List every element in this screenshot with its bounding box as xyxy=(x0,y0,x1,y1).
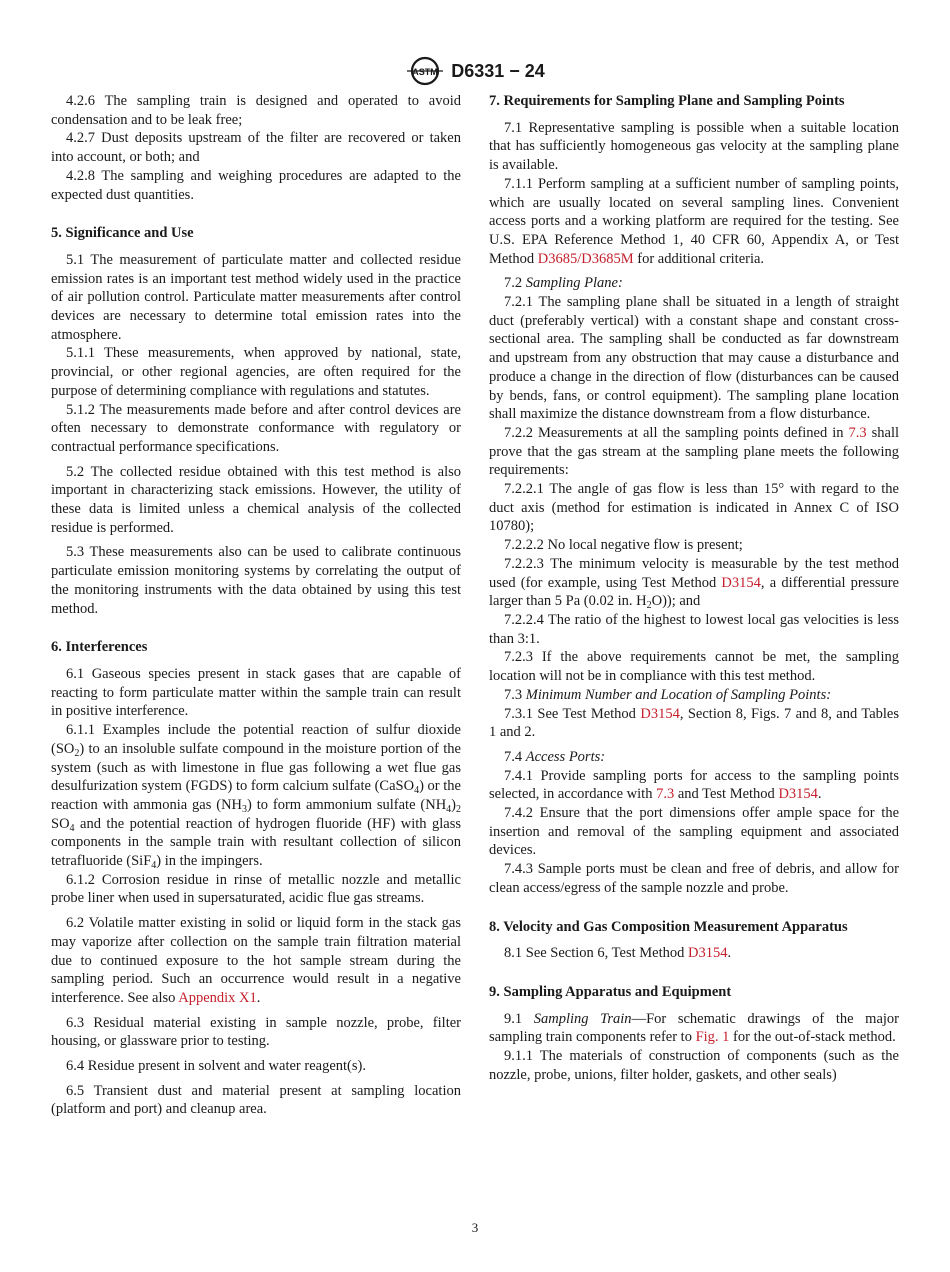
para-4-2-7: 4.2.7 Dust deposits upstream of the filter are recovered or taken into account, or both; and xyxy=(51,130,461,166)
para-7-2-2-1: 7.2.2.1 The angle of gas flow is less than 15° with regard to the duct axis (method for estimation is indicated in Annex C of ISO 10780); xyxy=(489,481,899,535)
d3154-link[interactable]: D3154 xyxy=(640,705,680,722)
para-7-4-1: 7.4.1 Provide sampling ports for access to the sampling points selected, in accordance with 7.3 and Test Method D3154. xyxy=(489,767,899,803)
para-6-2: 6.2 Volatile matter existing in solid or liquid form in the stack gas may vaporize after collection on the sample train filtration material due to continued exposure to the hot sample stream during the sampling period. Such an occurrence would result in a negative interference. See also Appendix X1. xyxy=(51,915,461,1006)
d3154-link[interactable]: D3154 xyxy=(778,786,818,803)
para-7-2-2-2: 7.2.2.2 No local negative flow is present; xyxy=(504,537,743,554)
para-6-3: 6.3 Residual material existing in sample nozzle, probe, filter housing, or glassware prior to testing. xyxy=(51,1014,461,1050)
para-6-1-2: 6.1.2 Corrosion residue in rinse of metallic nozzle and metallic probe liner when used in supersaturated, acidic flue gas streams. xyxy=(51,871,461,907)
para-7-1-1: 7.1.1 Perform sampling at a sufficient number of sampling points, which are usually located on several sampling lines. Convenient access ports and a working platform are required for the testing. See U.S. EPA Reference Method 1, 40 CFR 60, Appendix A, or Test Method D3685/D3685M for additional criteria. xyxy=(489,175,899,267)
para-7-2-2: 7.2.2 Measurements at all the sampling points defined in 7.3 shall prove that the gas stream at the sampling plane meets the following requirements: xyxy=(489,424,899,479)
para-5-3: 5.3 These measurements also can be used to calibrate continuous particulate emission monitoring systems by correlating the output of the monitoring instruments with the data obtained by using this test method. xyxy=(51,544,461,617)
section-7-heading: 7. Requirements for Sampling Plane and Sampling Points xyxy=(489,93,845,109)
document-number: D6331 − 24 xyxy=(451,60,545,81)
para-7-2-1: 7.2.1 The sampling plane shall be situated in a length of straight duct (preferably vertical) with a constant shape and constant cross-sectional area. The sampling shall be conducted as far downstream and upstream from any obstruction that may cause a disturbance and produce a change in the direction of flow (disturbances can be caused by bends, fans, or control equipment). The sampling plane location shall maximize the distance downstream from a flow disturbance. xyxy=(489,294,899,423)
right-column xyxy=(489,92,899,1084)
para-4-2-6: 4.2.6 The sampling train is designed and operated to avoid condensation and to be leak free; xyxy=(51,93,461,128)
para-4-2-8: 4.2.8 The sampling and weighing procedures are adapted to the expected dust quantities. xyxy=(51,167,461,203)
appendix-x1-link[interactable]: Appendix X1 xyxy=(178,989,257,1006)
para-6-1-1: 6.1.1 Examples include the potential reaction of sulfur dioxide $(SO_2)$ to an insoluble sulfate compound in the moisture portion of the system (such as with limestone in flue gas following a wet flue gas desulfurization system (FGDS) to form calcium sulfate (CaSO$_4$) or the reaction with ammonia gas $(NH_3)$ to form ammonium sulfate $(NH_4)_2$ $SO_4$ and the potential reaction of hydrogen fluoride (HF) with glass components in the sample train with resultant collection of silicon tetrafluoride (SiF$_4$) in the impingers. xyxy=(51,722,462,872)
para-7-3: 7.3 Minimum Number and Location of Sampling Points: xyxy=(504,686,832,703)
d3154-link[interactable]: D3154 xyxy=(687,945,728,962)
para-7-2: 7.2 Sampling Plane: xyxy=(504,275,623,292)
para-7-2-2-3: 7.2.2.3 The minimum velocity is measurable by the test method used (for example, using Test Method D3154, a differential pressure larger than 5 Pa (0.02 in. $H_2O$)); and xyxy=(489,555,899,612)
para-5-1: 5.1 The measurement of particulate matter and collected residue emission rates is an important test method widely used in the practice of air pollution control. Particulate matter measurements after control devices are necessary to determine total emission rates into the atmosphere. xyxy=(51,251,461,343)
page-number: 3 xyxy=(471,1220,479,1235)
para-5-2: 5.2 The collected residue obtained with this test method is also important in characterizing stack emissions. However, the utility of these data is limited unless a chemical analysis of the collected residue is performed. xyxy=(51,463,461,536)
d3685-link[interactable]: D3685/D3685M xyxy=(537,250,634,267)
d3154-link[interactable]: D3154 xyxy=(721,574,761,591)
section-5-heading: 5. Significance and Use xyxy=(51,225,194,242)
left-column xyxy=(51,92,461,1119)
para-5-1-1: 5.1.1 These measurements, when approved by national, state, provincial, or other regional agencies, are often required for the purpose of determining compliance with regulations and statutes. xyxy=(51,345,461,399)
para-8-1: 8.1 See Section 6, Test Method D3154. xyxy=(504,945,732,962)
para-9-1: 9.1 Sampling Train—For schematic drawings of the major sampling train components refer to Fig. 1 for the out-of-stack method. xyxy=(489,1010,899,1046)
section-7-3-link[interactable]: 7.3 xyxy=(848,424,867,441)
para-6-5: 6.5 Transient dust and material present at sampling location (platform and port) and cleanup area. xyxy=(51,1082,461,1118)
section-9-heading: 9. Sampling Apparatus and Equipment xyxy=(489,983,732,1000)
fig-1-link[interactable]: Fig. 1 xyxy=(695,1029,730,1046)
para-7-2-3: 7.2.3 If the above requirements cannot be met, the sampling location will not be in compliance with this test method. xyxy=(489,649,899,685)
section-7-3-link[interactable]: 7.3 xyxy=(656,786,675,803)
para-5-1-2: 5.1.2 The measurements made before and after control devices are often necessary to demonstrate conformance with regulatory or contractual performance specifications. xyxy=(51,401,461,455)
section-8-heading: 8. Velocity and Gas Composition Measurement Apparatus xyxy=(489,918,848,935)
page-header xyxy=(0,56,950,86)
para-6-4: 6.4 Residue present in solvent and water reagent(s). xyxy=(66,1058,366,1075)
para-7-2-2-4: 7.2.2.4 The ratio of the highest to lowest local gas velocities is less than 3:1. xyxy=(489,611,899,647)
para-7-4-3: 7.4.3 Sample ports must be clean and free of debris, and allow for clean access/egress of the sample nozzle and probe. xyxy=(489,861,899,896)
para-7-3-1: 7.3.1 See Test Method D3154, Section 8, Figs. 7 and 8, and Tables 1 and 2. xyxy=(489,705,900,741)
astm-logo-text: ASTM xyxy=(412,67,438,77)
section-6-heading: 6. Interferences xyxy=(51,639,148,656)
para-7-4-2: 7.4.2 Ensure that the port dimensions offer ample space for the insertion and removal of the sampling equipment and associated devices. xyxy=(489,805,899,859)
para-7-4: 7.4 Access Ports: xyxy=(504,748,606,765)
astm-logo-icon xyxy=(405,56,445,86)
para-6-1: 6.1 Gaseous species present in stack gases that are capable of reacting to form particulate matter within the sample train can result in positive interference. xyxy=(51,665,461,720)
para-9-1-1: 9.1.1 The materials of construction of components (such as the nozzle, probe, unions, filter holder, gaskets, and other seals) xyxy=(489,1048,899,1083)
para-7-1: 7.1 Representative sampling is possible when a suitable location that has sufficiently homogeneous gas velocity at the sampling plane is available. xyxy=(489,119,899,174)
